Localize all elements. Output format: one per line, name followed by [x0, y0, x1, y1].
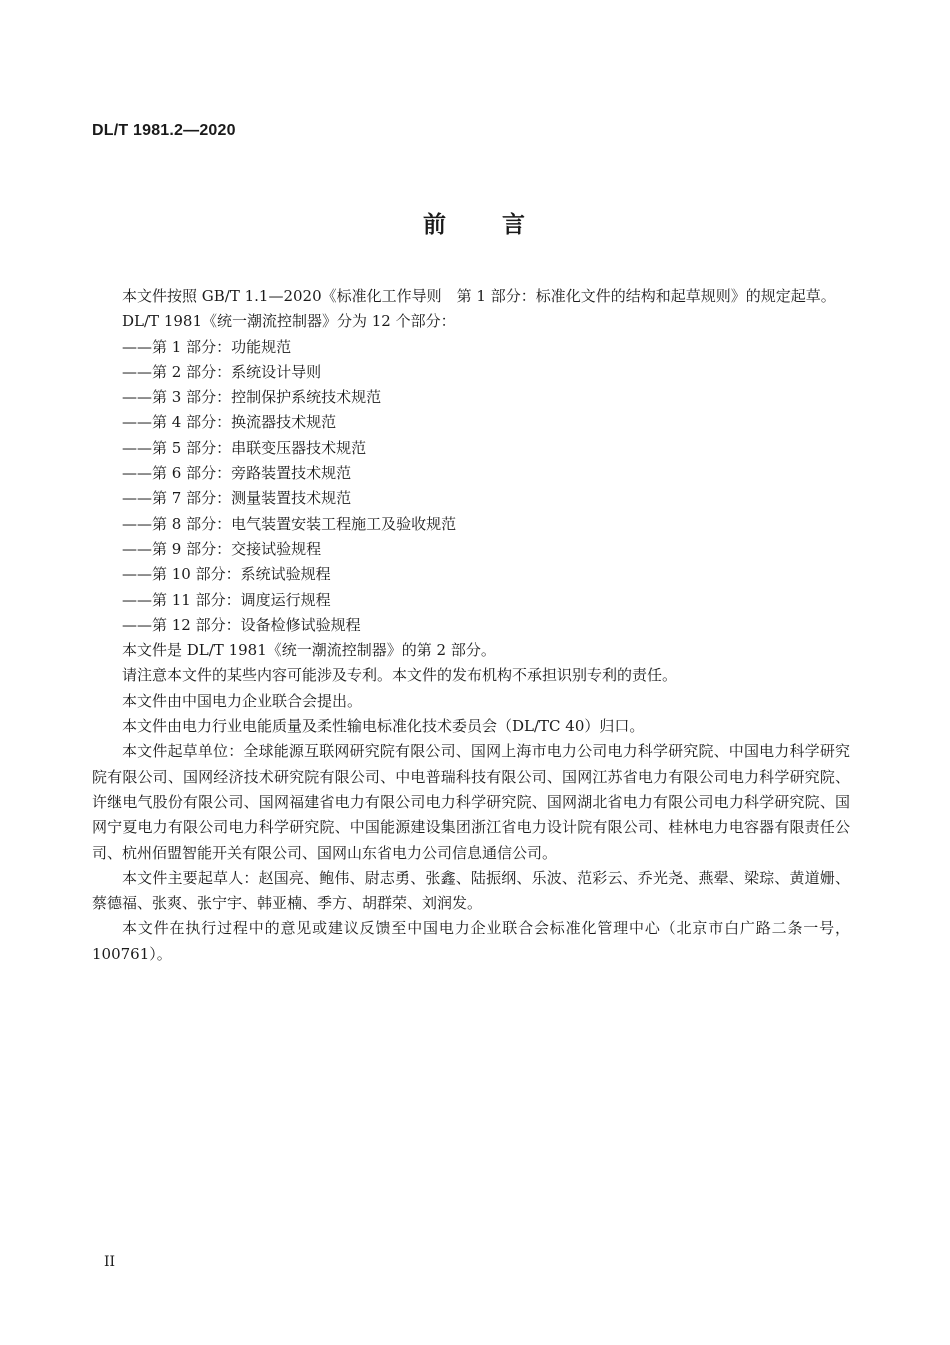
- paragraph-this-part: 本文件是 DL/T 1981《统一潮流控制器》的第 2 部分。: [122, 641, 496, 660]
- title-char-1: 前: [423, 212, 448, 238]
- list-item: ——第 4 部分：换流器技术规范: [122, 413, 337, 432]
- list-item: ——第 1 部分：功能规范: [122, 337, 292, 356]
- list-item: ——第 12 部分：设备检修试验规程: [122, 615, 361, 634]
- paragraph-proposed-by: 本文件由中国电力企业联合会提出。: [122, 691, 363, 710]
- page-title: [0, 206, 950, 239]
- title-char-2: 言: [502, 212, 527, 238]
- list-item: ——第 11 部分：调度运行规程: [122, 590, 331, 609]
- list-item: ——第 2 部分：系统设计导则: [122, 362, 322, 381]
- paragraph-centralized-by: 本文件由电力行业电能质量及柔性输电标准化技术委员会（DL/TC 40）归口。: [122, 717, 645, 736]
- list-item: ——第 7 部分：测量装置技术规范: [122, 489, 352, 508]
- paragraph-drafting-units: 本文件起草单位：全球能源互联网研究院有限公司、国网上海市电力公司电力科学研究院、中国电力科学研究院有限公司、国网经济技术研究院有限公司、中电普瑞科技有限公司、国网江苏省电力有限公司电力科学研究院、许继电气股份有限公司、国网福建省电力有限公司电力科学研究院、国网湖北省电力有限公司电力科学研究院、国网宁夏电力有限公司电力科学研究院、中国能源建设集团浙江省电力设计院有限公司、桂林电力电容器有限责任公司、杭州佰盟智能开关有限公司、国网山东省电力公司信息通信公司。: [92, 742, 850, 862]
- list-item: ——第 8 部分：电气装置安装工程施工及验收规范: [122, 514, 457, 533]
- parts-list: [92, 335, 850, 639]
- paragraph-patent-notice: 请注意本文件的某些内容可能涉及专利。本文件的发布机构不承担识别专利的责任。: [122, 666, 678, 685]
- paragraph-feedback: 本文件在执行过程中的意见或建议反馈至中国电力企业联合会标准化管理中心（北京市白广路二条一号，100761）。: [92, 919, 850, 963]
- page-number: II: [104, 1254, 116, 1270]
- paragraph-drafting-basis: 本文件按照 GB/T 1.1—2020《标准化工作导则 第 1 部分：标准化文件的结构和起草规则》的规定起草。: [122, 287, 836, 305]
- list-item: ——第 6 部分：旁路装置技术规范: [122, 464, 352, 483]
- list-item: ——第 10 部分：系统试验规程: [122, 565, 331, 584]
- list-item: ——第 5 部分：串联变压器技术规范: [122, 438, 367, 457]
- list-item: ——第 3 部分：控制保护系统技术规范: [122, 388, 382, 407]
- paragraph-parts-intro: DL/T 1981《统一潮流控制器》分为 12 个部分：: [122, 312, 456, 331]
- paragraph-main-drafters: 本文件主要起草人：赵国亮、鲍伟、尉志勇、张鑫、陆振纲、乐波、范彩云、乔光尧、燕翚、梁琮、黄道姗、蔡德福、张爽、张宁宇、韩亚楠、季方、胡群荣、刘润发。: [92, 868, 850, 913]
- foreword-content: [92, 284, 850, 967]
- list-item: ——第 9 部分：交接试验规程: [122, 539, 322, 558]
- document-code: DL/T 1981.2—2020: [92, 122, 236, 139]
